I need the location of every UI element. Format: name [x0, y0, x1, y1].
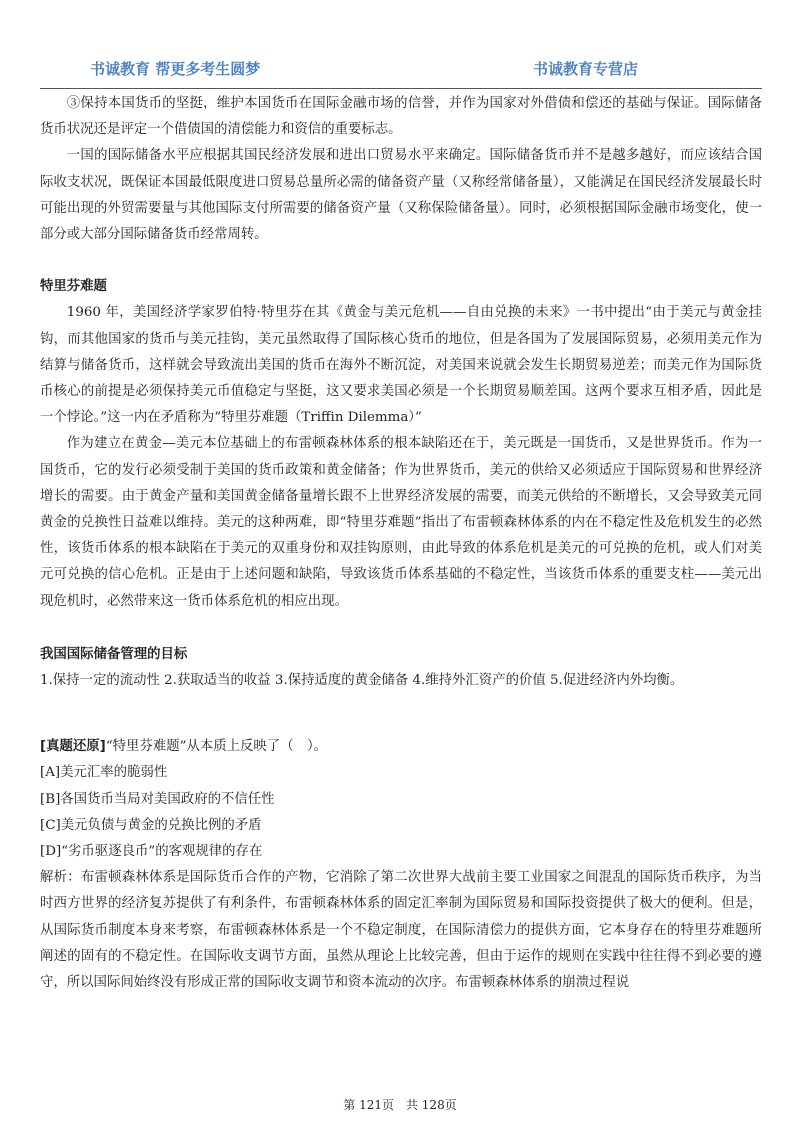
spacer — [40, 694, 762, 734]
question-stem-line — [40, 734, 762, 760]
analysis-paragraph: 解析：布雷顿森林体系是国际货币合作的产物，它消除了第二次世界大战前主要工业国家之间混乱的国际货币秩序，为当时西方世界的经济复苏提供了有利条件，布雷顿森林体系的固定汇率制为国际贸易和国际投资提供了极大的便利。但是，从国际货币制度本身来考察，布雷顿森林体系是一个不稳定制度，在国际清偿力的提供方面，它本身存在的特里芬难题所阐述的固有的不稳定性。在国际收支调节方面，虽然从理论上比较完善，但由于运作的规则在实践中往往得不到必要的遵守，所以国际间始终没有形成正常的国际收支调节和资本流动的次序。布雷顿森林体系的崩溃过程说 — [40, 870, 762, 991]
option-b: [B]各国货币当局对美国政府的不信任性 — [40, 791, 275, 807]
page-header — [0, 58, 800, 82]
question-label: [真题还原] — [40, 739, 106, 755]
option-c: [C]美元负债与黄金的兑换比例的矛盾 — [40, 817, 262, 833]
question-stem: “特里芬难题”从本质上反映了（ ）。 — [105, 739, 328, 755]
page-number: 第 121页 共 128页 — [343, 1098, 457, 1112]
spacer — [40, 615, 762, 642]
intro-paragraph-1: ③保持本国货币的坚挺，维护本国货币在国际金融市场的信誉，并作为国家对外借债和偿还的基础与保证。国际储备货币状况还是评定一个借债国的清偿能力和资信的重要标志。 — [40, 96, 762, 138]
triffin-paragraph-2: 作为建立在黄金—美元本位基础上的布雷顿森林体系的根本缺陷还在于，美元既是一国货币，又是世界货币。作为一国货币，它的发行必须受制于美国的货币政策和黄金储备；作为世界货币，美元的供给又必须适应于国际贸易和世界经济增长的需要。由于黄金产量和美国黄金储备量增长跟不上世界经济发展的需要，而美元供给的不断增长，又会导致美元同黄金的兑换性日益难以维持。美元的这种两难，即“特里芬难题”指出了布雷顿森林体系的内在不稳定性及危机发生的必然性，该货币体系的根本缺陷在于美元的双重身份和双挂钩原则，由此导致的体系危机是美元的可兑换的危机，或人们对美元可兑换的信心危机。正是由于上述问题和缺陷，导致该货币体系基础的不稳定性，当该货币体系的重要支柱——美元出现危机时，必然带来这一货币体系危机的相应出现。 — [40, 436, 762, 609]
header-right-title: 书诚教育专营店 — [533, 60, 639, 78]
triffin-paragraph-1: 1960 年，美国经济学家罗伯特·特里芬在其《黄金与美元危机——自由兑换的未来》一书中提出“由于美元与黄金挂钩，而其他国家的货币与美元挂钩，美元虽然取得了国际核心货币的地位，但是各国为了发展国际贸易，必须用美元作为结算与储备货币，这样就会导致流出美国的货币在海外不断沉淀，对美国来说就会发生长期贸易逆差；而美元作为国际货币核心的前提是必须保持美元币值稳定与坚挺，这又要求美国必须是一个长期贸易顺差国。这两个要求互相矛盾，因此是一个悖论。”这一内在矛盾称为“特里芬难题（Triffin Dilemma）” — [40, 305, 762, 426]
triffin-heading: 特里芬难题 — [40, 279, 107, 295]
option-d: [D]“劣币驱逐良币”的客观规律的存在 — [40, 844, 263, 860]
intro-paragraph-2: 一国的国际储备水平应根据其国民经济发展和进出口贸易水平来确定。国际储备货币并不是越多越好，而应该结合国际收支状况，既保证本国最低限度进口贸易总量所必需的储备资产量（又称经常储备量），又能满足在国民经济发展最长时可能出现的外贸需要量与其他国际支付所需要的储备资产量（又称保险储备量）。同时，必须根据国际金融市场变化，使一部分或大部分国际储备货币经常周转。 — [40, 148, 762, 243]
option-a: [A]美元汇率的脆弱性 — [40, 765, 168, 781]
goals-list: 1.保持一定的流动性 2.获取适当的收益 3.保持适度的黄金储备 4.维持外汇资产的价值 5.促进经济内外均衡。 — [40, 673, 684, 689]
spacer — [40, 248, 762, 274]
document-body — [40, 91, 762, 996]
header-left-title: 书诚教育 帮更多考生圆梦 — [90, 60, 261, 78]
goals-heading: 我国国际储备管理的目标 — [40, 646, 188, 662]
header-divider — [40, 88, 762, 89]
